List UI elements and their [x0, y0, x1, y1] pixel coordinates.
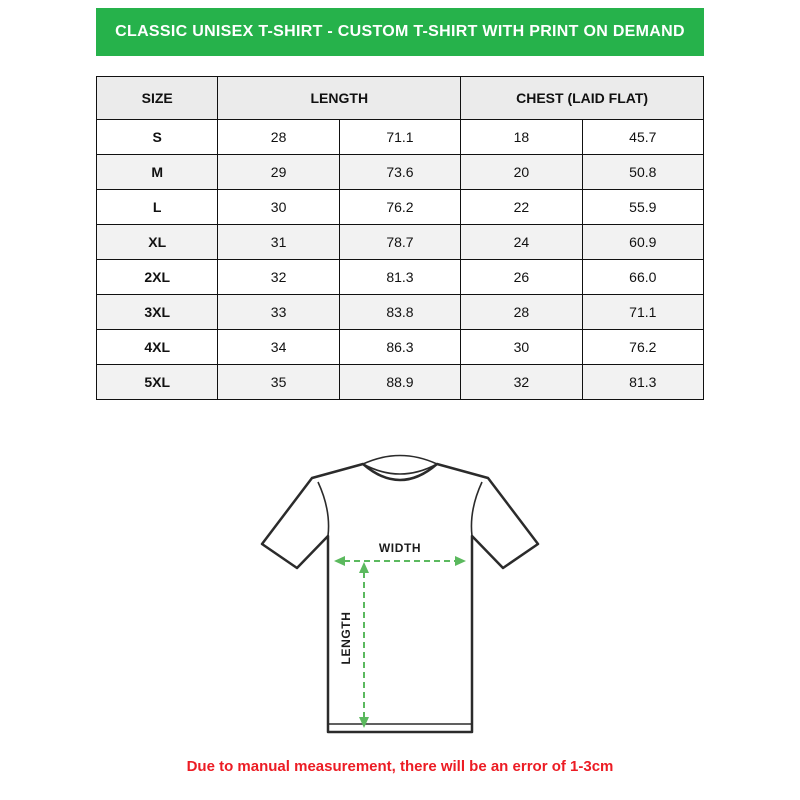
size-cell: 5XL: [97, 365, 218, 400]
length-in-cell: 28: [218, 120, 339, 155]
table-row: [97, 295, 704, 330]
size-cell: 3XL: [97, 295, 218, 330]
table-row: [97, 225, 704, 260]
length-cm-cell: 76.2: [339, 190, 460, 225]
chest-cm-cell: 76.2: [582, 330, 703, 365]
length-in-cell: 32: [218, 260, 339, 295]
chest-in-cell: 18: [461, 120, 582, 155]
chest-in-cell: 30: [461, 330, 582, 365]
chest-cm-cell: 50.8: [582, 155, 703, 190]
length-label: LENGTH: [339, 611, 353, 665]
length-in-cell: 29: [218, 155, 339, 190]
length-in-cell: 31: [218, 225, 339, 260]
table-row: [97, 120, 704, 155]
width-label: WIDTH: [378, 541, 422, 555]
size-cell: 4XL: [97, 330, 218, 365]
collar-back-line: [363, 456, 437, 465]
length-cm-cell: 81.3: [339, 260, 460, 295]
tshirt-measurement-illustration: [250, 442, 550, 742]
table-row: [97, 330, 704, 365]
tshirt-outline-icon: [262, 456, 538, 733]
length-in-cell: 34: [218, 330, 339, 365]
length-in-cell: 33: [218, 295, 339, 330]
table-row: [97, 190, 704, 225]
title-banner: [96, 8, 704, 56]
length-in-cell: 30: [218, 190, 339, 225]
measurement-note: Due to manual measurement, there will be an error of 1-3cm: [186, 758, 614, 775]
table-header-row: [97, 77, 704, 120]
size-cell: 2XL: [97, 260, 218, 295]
length-cm-cell: 78.7: [339, 225, 460, 260]
size-cell: XL: [97, 225, 218, 260]
chest-in-cell: 26: [461, 260, 582, 295]
chest-cm-cell: 71.1: [582, 295, 703, 330]
chest-in-cell: 20: [461, 155, 582, 190]
header-size: SIZE: [97, 77, 218, 120]
chest-in-cell: 28: [461, 295, 582, 330]
size-cell: S: [97, 120, 218, 155]
chest-in-cell: 22: [461, 190, 582, 225]
chest-cm-cell: 60.9: [582, 225, 703, 260]
length-cm-cell: 88.9: [339, 365, 460, 400]
length-cm-cell: 73.6: [339, 155, 460, 190]
size-cell: L: [97, 190, 218, 225]
chest-in-cell: 24: [461, 225, 582, 260]
table-row: [97, 260, 704, 295]
chest-cm-cell: 66.0: [582, 260, 703, 295]
header-length: LENGTH: [218, 77, 461, 120]
length-cm-cell: 83.8: [339, 295, 460, 330]
size-table: [96, 76, 704, 400]
page-title: CLASSIC UNISEX T-SHIRT - CUSTOM T-SHIRT WITH PRINT ON DEMAND: [115, 23, 685, 40]
chest-cm-cell: 55.9: [582, 190, 703, 225]
header-chest: CHEST (LAID FLAT): [461, 77, 704, 120]
length-cm-cell: 71.1: [339, 120, 460, 155]
chest-cm-cell: 45.7: [582, 120, 703, 155]
size-cell: M: [97, 155, 218, 190]
chest-in-cell: 32: [461, 365, 582, 400]
tshirt-diagram: [250, 442, 550, 742]
chest-cm-cell: 81.3: [582, 365, 703, 400]
length-in-cell: 35: [218, 365, 339, 400]
table-row: [97, 155, 704, 190]
table-row: [97, 365, 704, 400]
length-cm-cell: 86.3: [339, 330, 460, 365]
